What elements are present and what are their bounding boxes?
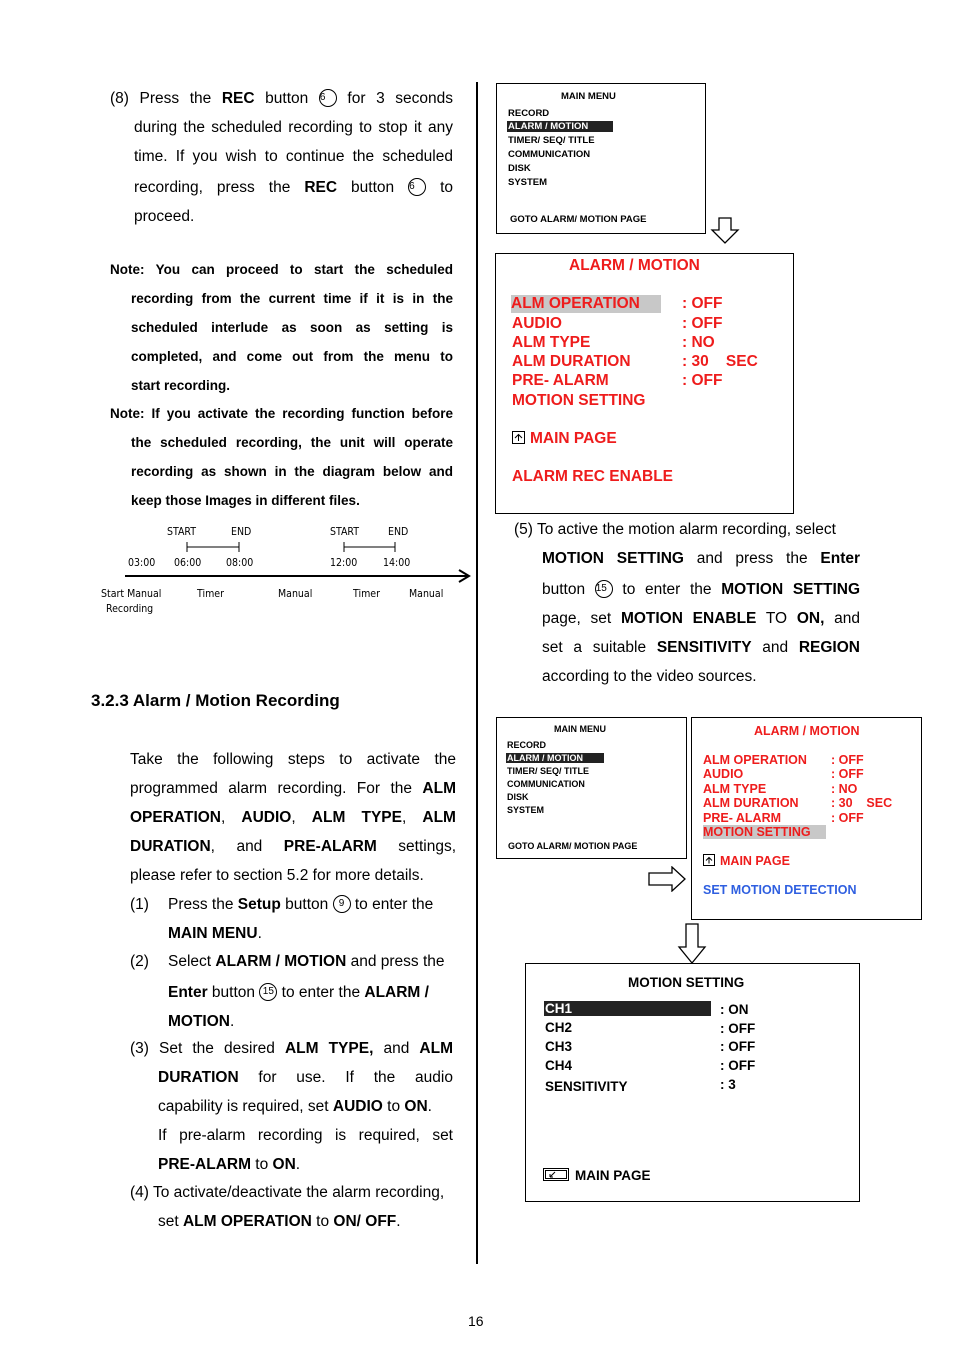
- pre-alarm-value: : OFF: [831, 811, 864, 825]
- menu-item-alarm-motion[interactable]: ALARM / MOTION: [507, 121, 613, 132]
- arrow-right-icon: [648, 866, 688, 892]
- menu-item-system[interactable]: SYSTEM: [508, 177, 548, 188]
- main-menu-footer[interactable]: GOTO ALARM/ MOTION PAGE: [508, 841, 638, 851]
- alarm-motion-title: ALARM / MOTION: [569, 257, 700, 274]
- note-1: Note: You can proceed to start the scheduled recording from the current time if it is in the scheduled interlude as soon as setting is completed, and come out from the menu to start recording.: [110, 262, 453, 393]
- alm-operation-value: : OFF: [831, 753, 864, 767]
- main-page-link[interactable]: MAIN PAGE: [703, 854, 790, 868]
- main-page-link[interactable]: MAIN PAGE: [512, 430, 617, 448]
- alm-duration-label[interactable]: ALM DURATION: [703, 796, 799, 810]
- alm-duration-value: : 30 SEC: [831, 796, 893, 810]
- alm-duration-label[interactable]: ALM DURATION: [512, 353, 631, 370]
- alm-type-label[interactable]: ALM TYPE: [512, 334, 591, 351]
- pre-alarm-value: : OFF: [682, 372, 723, 389]
- button-6-icon: 6: [408, 178, 426, 196]
- main-menu-panel: [496, 83, 706, 234]
- return-icon: [512, 431, 525, 444]
- button-9-icon: 9: [333, 895, 351, 913]
- set-motion-detection[interactable]: SET MOTION DETECTION: [703, 883, 857, 897]
- timeline-segment-label: Start Manual: [101, 588, 162, 600]
- motion-setting-label[interactable]: MOTION SETTING: [512, 392, 646, 409]
- alarm-rec-enable[interactable]: ALARM REC ENABLE: [512, 468, 674, 485]
- menu-item-disk[interactable]: DISK: [508, 163, 531, 174]
- arrow-down-icon: [710, 217, 740, 245]
- main-menu-footer[interactable]: GOTO ALARM/ MOTION PAGE: [510, 214, 647, 225]
- section-heading: 3.2.3 Alarm / Motion Recording: [91, 691, 340, 710]
- sensitivity-label[interactable]: SENSITIVITY: [545, 1079, 628, 1094]
- intro-paragraph: Take the following steps to activate the programmed alarm recording. For the ALM OPERATION, AUDIO, ALM TYPE, ALM DURATION, and PRE-ALARM settings, please refer to section 5.2 for more details.: [130, 751, 457, 884]
- alm-type-label[interactable]: ALM TYPE: [703, 782, 767, 796]
- audio-value: : OFF: [831, 767, 864, 781]
- motion-setting-label[interactable]: MOTION SETTING: [703, 825, 826, 839]
- ch1-value: : ON: [720, 1002, 749, 1017]
- menu-item-alarm-motion[interactable]: ALARM / MOTION: [506, 753, 604, 763]
- ch3-label[interactable]: CH3: [545, 1039, 573, 1054]
- main-menu-title: MAIN MENU: [561, 91, 616, 102]
- timeline-end-label: END: [388, 526, 409, 538]
- step-3: (3) Set the desired ALM TYPE, and ALM DURATION for use. If the audio capability is required, set AUDIO to ON. If pre-alarm recording is required, set PRE-ALARM to ON.: [130, 1040, 453, 1173]
- button-15-icon: 15: [259, 983, 277, 1001]
- step-2: (2) Select ALARM / MOTION and press the Enter button 15 to enter the ALARM / MOTION.: [130, 953, 445, 1030]
- menu-item-timer-seq-title[interactable]: TIMER/ SEQ/ TITLE: [507, 766, 590, 776]
- alm-duration-value: : 30 SEC: [682, 353, 758, 370]
- alm-type-value: : NO: [831, 782, 858, 796]
- menu-item-record[interactable]: RECORD: [508, 108, 550, 119]
- timeline-diagram: [95, 520, 475, 620]
- main-menu-title: MAIN MENU: [554, 724, 606, 734]
- menu-item-communication[interactable]: COMMUNICATION: [507, 779, 585, 789]
- menu-item-communication[interactable]: COMMUNICATION: [508, 149, 591, 160]
- note-2: Note: If you activate the recording function before the scheduled recording, the unit will operate recording as shown in the diagram below and keep those Images in different files.: [110, 406, 453, 508]
- pre-alarm-label[interactable]: PRE- ALARM: [703, 811, 782, 825]
- motion-setting-panel: [525, 963, 860, 1202]
- button-15-icon: 15: [595, 580, 613, 598]
- timeline-segment-label: Manual: [409, 588, 444, 600]
- audio-label[interactable]: AUDIO: [703, 767, 744, 781]
- menu-item-disk[interactable]: DISK: [507, 792, 529, 802]
- timeline-time: 03:00: [128, 557, 156, 569]
- timeline-segment-label: Timer: [197, 588, 224, 600]
- alm-operation-value: : OFF: [682, 295, 723, 312]
- main-menu-panel-small: [496, 717, 687, 859]
- ch2-value: : OFF: [720, 1021, 756, 1036]
- audio-label[interactable]: AUDIO: [512, 315, 562, 332]
- return-icon: [543, 1168, 569, 1181]
- timeline-start-label: START: [330, 526, 359, 538]
- column-divider: [476, 82, 478, 1264]
- timeline-time: 12:00: [330, 557, 358, 569]
- timeline-segment-label: Timer: [353, 588, 380, 600]
- timeline-time: 14:00: [383, 557, 411, 569]
- menu-item-record[interactable]: RECORD: [507, 740, 547, 750]
- motion-setting-title: MOTION SETTING: [628, 975, 745, 990]
- sensitivity-value: : 3: [720, 1077, 736, 1092]
- alm-operation-label[interactable]: ALM OPERATION: [511, 295, 661, 313]
- ch4-value: : OFF: [720, 1058, 756, 1073]
- ch1-label[interactable]: CH1: [544, 1001, 711, 1016]
- step-4: (4) To activate/deactivate the alarm recording, set ALM OPERATION to ON/ OFF.: [130, 1184, 445, 1230]
- timeline-segment-label: Manual: [278, 588, 313, 600]
- alm-type-value: : NO: [682, 334, 715, 351]
- menu-item-system[interactable]: SYSTEM: [507, 805, 545, 815]
- audio-value: : OFF: [682, 315, 723, 332]
- timeline-time: 08:00: [226, 557, 254, 569]
- page-number: 16: [468, 1313, 484, 1329]
- ch3-value: : OFF: [720, 1039, 756, 1054]
- ch2-label[interactable]: CH2: [545, 1020, 573, 1035]
- step-5: (5) To active the motion alarm recording, select MOTION SETTING and press the Enter button 15 to enter the MOTION SETTING page, set MOTION ENABLE TO ON, and set a suitable SENSITIVITY and REGION according to the video sources.: [514, 521, 861, 685]
- button-6-icon: 6: [319, 89, 337, 107]
- step-1: (1) Press the Setup button 9 to enter the MAIN MENU.: [130, 896, 434, 942]
- timeline-end-label: END: [231, 526, 252, 538]
- timeline-start-label: START: [167, 526, 196, 538]
- arrow-down-icon: [677, 923, 707, 965]
- alarm-motion-panel: [495, 253, 794, 514]
- timeline-time: 06:00: [174, 557, 202, 569]
- alarm-motion-panel-small: [691, 717, 922, 920]
- step-8: (8) Press the REC button 6 for 3 seconds during the scheduled recording to stop it any time. If you wish to continue the scheduled recording, press the REC button 6 to proceed.: [110, 90, 453, 225]
- ch4-label[interactable]: CH4: [545, 1058, 573, 1073]
- return-icon: [703, 854, 715, 866]
- menu-item-timer-seq-title[interactable]: TIMER/ SEQ/ TITLE: [508, 135, 595, 146]
- alm-operation-label[interactable]: ALM OPERATION: [703, 753, 807, 767]
- main-page-link[interactable]: MAIN PAGE: [543, 1168, 651, 1183]
- alarm-motion-title: ALARM / MOTION: [754, 724, 860, 738]
- pre-alarm-label[interactable]: PRE- ALARM: [512, 372, 609, 389]
- timeline-segment-label: Recording: [106, 603, 154, 615]
